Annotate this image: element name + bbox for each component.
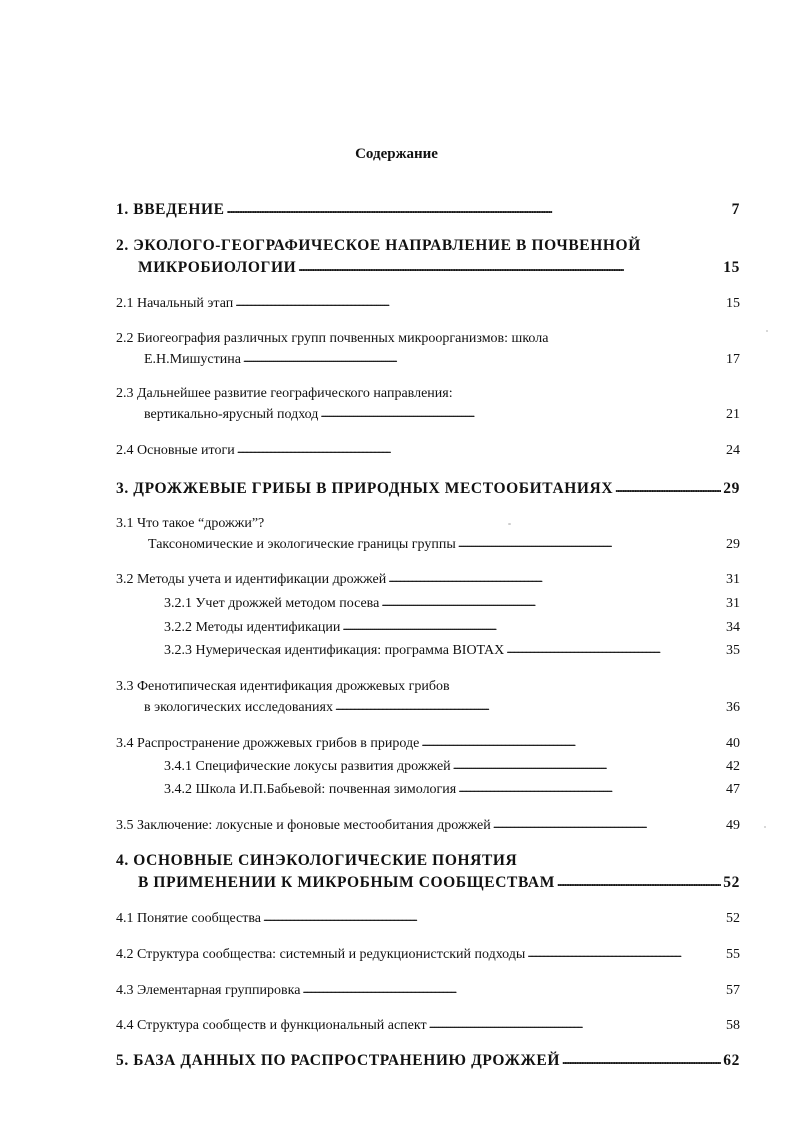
toc-entry-3-4-1 — [164, 757, 740, 776]
toc-entry-label: 4.3 Элементарная группировка — [116, 983, 301, 998]
toc-entry-3-4 — [116, 734, 740, 753]
toc-entry-label: 1. ВВЕДЕНИЕ — [116, 201, 225, 218]
toc-entry-label: 3.2 Методы учета и идентификации дрожжей — [116, 572, 387, 587]
toc-page-number: 52 — [723, 874, 740, 891]
toc-page-number: 55 — [726, 947, 740, 962]
toc-entry-label: 4.2 Структура сообщества: системный и редукционистский подходы — [116, 947, 526, 962]
toc-entry-ch5 — [116, 1052, 740, 1070]
toc-entry-2-1 — [116, 294, 740, 313]
toc-page-number: 62 — [723, 1052, 740, 1069]
dot-leader — [458, 534, 724, 553]
toc-entry-label: 3. ДРОЖЖЕВЫЕ ГРИБЫ В ПРИРОДНЫХ МЕСТООБИТАНИЯХ — [116, 480, 614, 497]
toc-page-number: 35 — [726, 643, 740, 658]
toc-entry-2-2 — [144, 350, 740, 369]
toc-page-number: 57 — [726, 983, 740, 998]
toc-page-number: 52 — [726, 911, 740, 926]
toc-entry-3-3 — [144, 698, 740, 717]
toc-page-number: 15 — [723, 259, 740, 276]
toc-entry-label: 3.2.2 Методы идентификации — [164, 620, 341, 635]
dot-leader — [429, 1015, 724, 1034]
toc-entry-3-5 — [116, 816, 740, 835]
dot-leader — [388, 569, 724, 588]
toc-entry-ch4-line1: 4. ОСНОВНЫЕ СИНЭКОЛОГИЧЕСКИЕ ПОНЯТИЯ — [116, 852, 518, 869]
toc-entry-ch2 — [138, 259, 740, 277]
toc-page-number: 47 — [726, 782, 740, 797]
toc-entry-label: 3.4 Распространение дрожжевых грибов в природе — [116, 736, 420, 751]
dot-leader — [562, 1051, 721, 1069]
toc-page-number: 49 — [726, 818, 740, 833]
dot-leader — [320, 404, 724, 423]
toc-page-number: 36 — [726, 700, 740, 715]
toc-entry-ch3 — [116, 480, 740, 498]
toc-entry-label: 3.5 Заключение: локусные и фоновые местообитания дрожжей — [116, 818, 491, 833]
toc-entry-3-2-2 — [164, 618, 740, 637]
toc-entry-label: 4.4 Структура сообществ и функциональный аспект — [116, 1018, 427, 1033]
dot-leader — [335, 697, 724, 716]
toc-page-number: 24 — [726, 443, 740, 458]
dot-leader — [302, 980, 724, 999]
dot-leader — [527, 944, 724, 963]
dot-leader — [237, 440, 724, 459]
toc-entry-label: в экологических исследованиях — [144, 700, 333, 715]
toc-entry-label: 5. БАЗА ДАННЫХ ПО РАСПРОСТРАНЕНИЮ ДРОЖЖЕЙ — [116, 1052, 561, 1069]
toc-entry-label: 3.4.1 Специфические локусы развития дрожжей — [164, 759, 451, 774]
toc-entry-3-1-line1: 3.1 Что такое “дрожжи”? — [116, 516, 265, 531]
scan-speck — [766, 330, 768, 332]
toc-entry-label: 3.2.3 Нумерическая идентификация: программа BIOTAX — [164, 643, 505, 658]
toc-entry-3-1 — [148, 535, 740, 554]
dot-leader — [557, 873, 721, 891]
toc-page-number: 58 — [726, 1018, 740, 1033]
page-title: Содержание — [355, 146, 438, 162]
dot-leader — [235, 293, 724, 312]
toc-page-number: 40 — [726, 736, 740, 751]
dot-leader — [243, 349, 724, 368]
toc-entry-3-2 — [116, 570, 740, 589]
dot-leader — [263, 908, 724, 927]
toc-page-number: 21 — [726, 407, 740, 422]
scan-speck — [508, 523, 511, 525]
toc-page-number: 29 — [726, 537, 740, 552]
toc-entry-2-2-line1: 2.2 Биогеография различных групп почвенных микроорганизмов: школа — [116, 331, 549, 346]
toc-entry-2-3 — [144, 405, 740, 424]
toc-page-number: 42 — [726, 759, 740, 774]
toc-entry-3-2-3 — [164, 641, 740, 660]
toc-entry-4-2 — [116, 945, 740, 964]
dot-leader — [342, 617, 724, 636]
toc-entry-3-3-line1: 3.3 Фенотипическая идентификация дрожжевых грибов — [116, 679, 450, 694]
dot-leader — [493, 815, 724, 834]
toc-entry-4-3 — [116, 981, 740, 1000]
toc-entry-ch2-line1: 2. ЭКОЛОГО-ГЕОГРАФИЧЕСКОЕ НАПРАВЛЕНИЕ В ПОЧВЕННОЙ — [116, 237, 641, 254]
toc-entry-4-4 — [116, 1016, 740, 1035]
dot-leader — [227, 200, 730, 218]
toc-entry-label: Е.Н.Мишустина — [144, 352, 241, 367]
toc-entry-label: 3.4.2 Школа И.П.Бабьевой: почвенная зимология — [164, 782, 457, 797]
toc-page-number: 15 — [726, 296, 740, 311]
toc-page-number: 34 — [726, 620, 740, 635]
toc-entry-label: В ПРИМЕНЕНИИ К МИКРОБНЫМ СООБЩЕСТВАМ — [138, 874, 555, 891]
toc-entry-label: вертикально-ярусный подход — [144, 407, 319, 422]
scan-speck — [764, 826, 766, 828]
toc-entry-label: 3.2.1 Учет дрожжей методом посева — [164, 596, 380, 611]
toc-entry-3-2-1 — [164, 594, 740, 613]
toc-entry-3-4-2 — [164, 780, 740, 799]
toc-entry-2-3-line1: 2.3 Дальнейшее развитие географического направления: — [116, 386, 453, 401]
toc-entry-ch1 — [116, 201, 740, 219]
toc-page-number: 31 — [726, 596, 740, 611]
toc-entry-4-1 — [116, 909, 740, 928]
dot-leader — [381, 593, 724, 612]
toc-entry-label: 4.1 Понятие сообщества — [116, 911, 262, 926]
toc-entry-2-4 — [116, 441, 740, 460]
toc-entry-ch4 — [138, 874, 740, 892]
toc-entry-label: 2.1 Начальный этап — [116, 296, 234, 311]
dot-leader — [298, 258, 721, 276]
dot-leader — [615, 479, 721, 497]
toc-page-number: 29 — [723, 480, 740, 497]
toc-page-number: 17 — [726, 352, 740, 367]
dot-leader — [458, 779, 724, 798]
toc-entry-label: 2.4 Основные итоги — [116, 443, 235, 458]
toc-page-number: 7 — [731, 201, 740, 218]
toc-entry-label: МИКРОБИОЛОГИИ — [138, 259, 297, 276]
dot-leader — [506, 640, 724, 659]
dot-leader — [421, 733, 724, 752]
toc-page-number: 31 — [726, 572, 740, 587]
toc-entry-label: Таксономические и экологические границы группы — [148, 537, 456, 552]
dot-leader — [453, 756, 724, 775]
